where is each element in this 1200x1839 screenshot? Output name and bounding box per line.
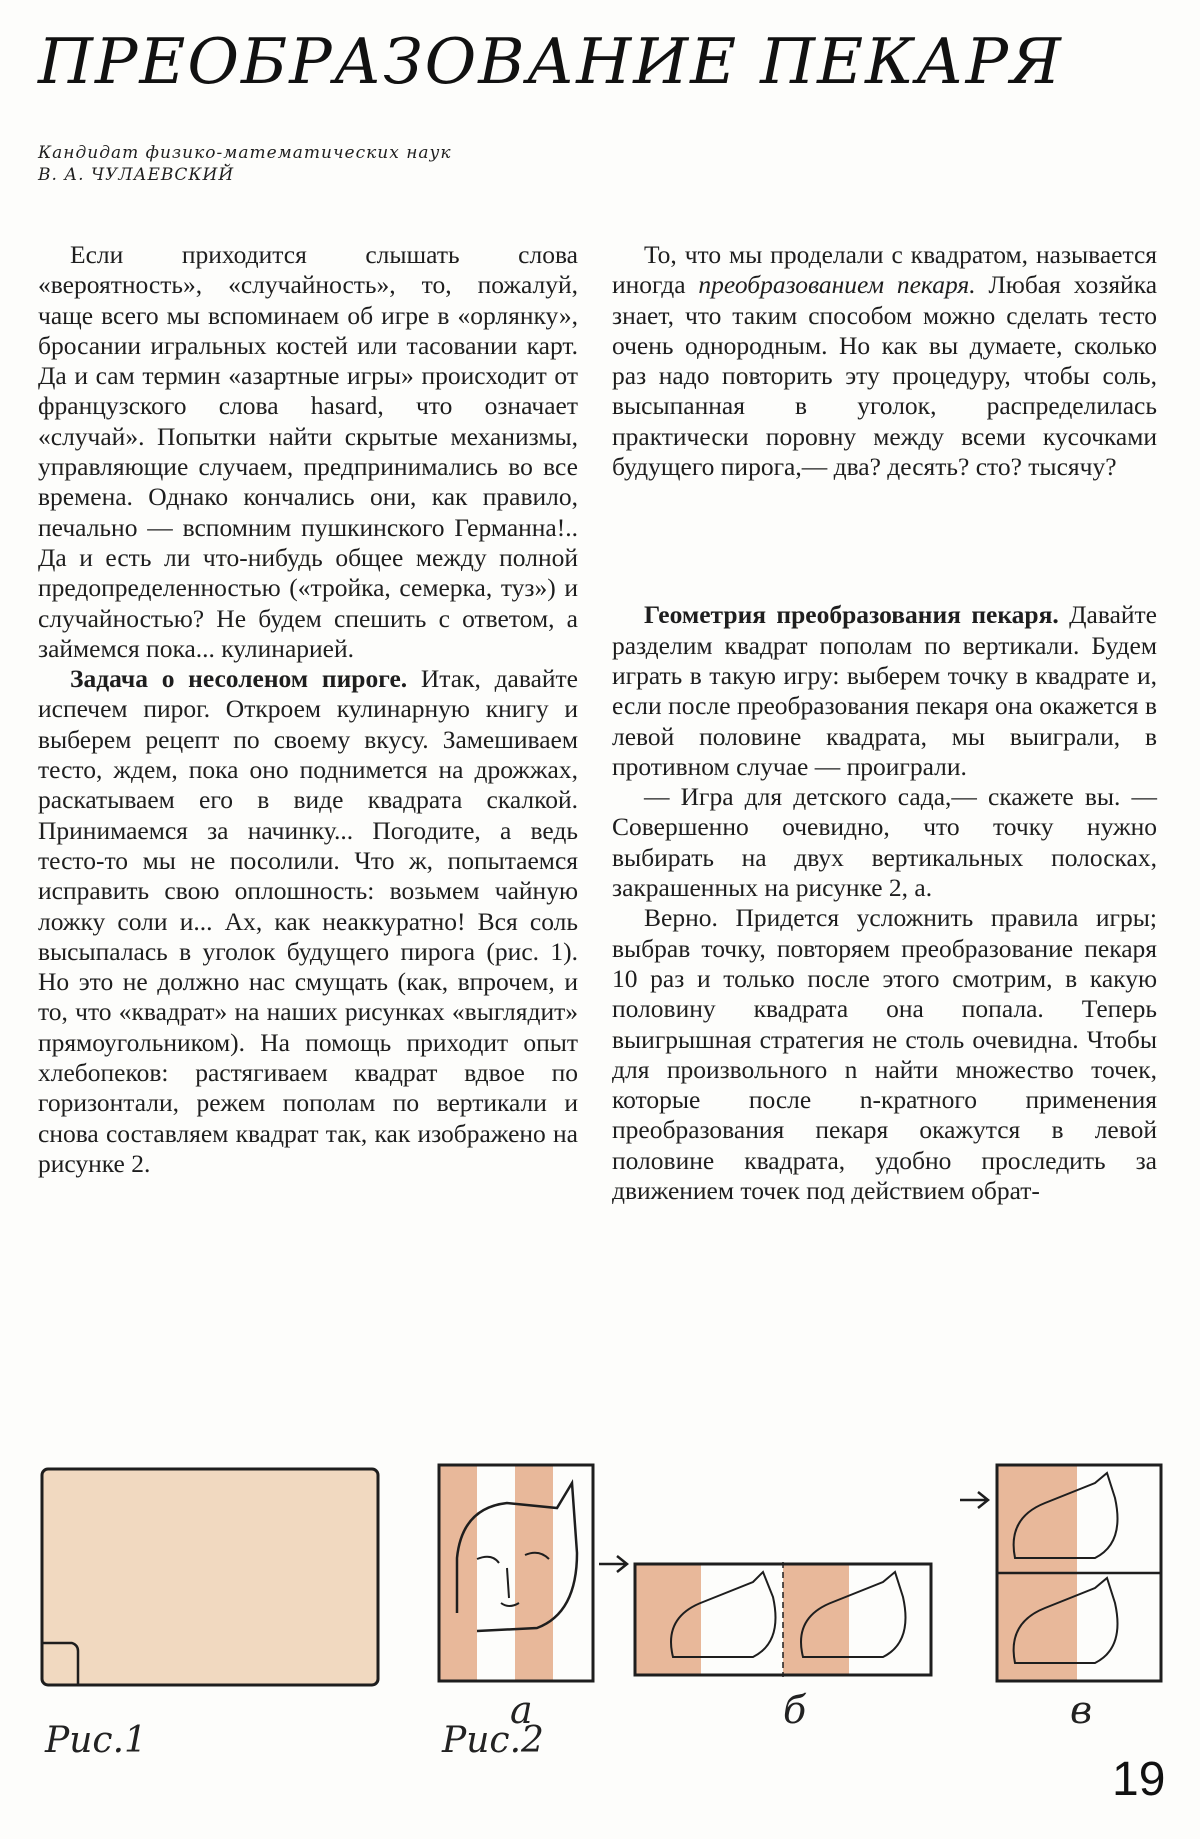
text-fragment: Любая хозяйка знает, что таким способом можно сделать тесто очень однородным. Но как вы думаете, сколько раз надо повторить эту процедуру, чтобы соль, высыпанная в уголок, распределилась практически поровну между всеми кусочками будущего пирога,— два? десять? сто? тысячу? bbox=[612, 270, 1158, 482]
figure-2a-square bbox=[437, 1463, 595, 1683]
author-name: В. А. ЧУЛАЕВСКИЙ bbox=[38, 165, 235, 185]
right-column bbox=[612, 240, 1157, 1206]
arrow-stack-icon bbox=[958, 1488, 992, 1512]
text-fragment: То, что мы проделали с квадратом, называется иногда bbox=[612, 240, 1157, 300]
paragraph-intro: Если приходится слышать слова «вероятность», «случайность», то, пожалуй, чаще всего мы вспоминаем об игре в «орлянку», бросании игральных костей или тасовании карт. Да и сам термин «азартные игры» происходит от французского слова hasard, что означает «случай». Попытки найти скрытые механизмы, управляющие случаем, предпринимались во все времена. Однако кончались они, как правило, печально — вспомним пушкинского Германна!.. Да и есть ли что-нибудь общее между полной предопределенностью («тройка, семерка, туз») и случайностью? Не будем спешить с ответом, а займемся пока... кулинарией. bbox=[38, 240, 578, 663]
term-baker-transformation: преобразованием пекаря. bbox=[698, 270, 976, 300]
figure-1-caption: Рис.1 bbox=[45, 1720, 147, 1761]
left-column bbox=[38, 240, 578, 1179]
section-body-salt: Итак, давайте испечем пирог. Откроем кулинарную книгу и выберем рецепт по своему вкусу. Замешиваем тесто, ждем, пока оно поднимется на дрожжах, раскатываем его в виде квадрата скалкой. Принимаемся за начинку... Погодите, а ведь тесто-то мы не посолили. Что ж, попытаемся исправить свою оплошность: возьмем чайную ложку соли и... Ах, как неаккуратно! Вся соль высыпалась в уголок будущего пирога (рис. 1). Но это не должно нас смущать (как, впрочем, и то, что «квадрат» на наших рисунках «выглядит» прямоугольником). На помощь приходит опыт хлебопеков: растягиваем квадрат вдвое по горизонтали, режем пополам по вертикали и снова составляем квадрат так, как изображено на рисунке 2. bbox=[38, 664, 578, 1178]
arrow-stretch-icon bbox=[597, 1552, 631, 1576]
article-title: ПРЕОБРАЗОВАНИЕ ПЕКАРЯ bbox=[38, 25, 1063, 98]
section-body-geometry: Давайте разделим квадрат пополам по вертикали. Будем играть в такую игру: выберем точку в квадрате и, если после преобразования пекаря она окажется в левой половине квадрата, мы выиграли, в противном случае — проиграли. bbox=[612, 600, 1157, 781]
figure-2a-label: а bbox=[510, 1688, 533, 1732]
author-degree: Кандидат физико-математических наук bbox=[38, 143, 452, 163]
figure-2c-label: в bbox=[1070, 1688, 1093, 1732]
paragraph-rules: Верно. Придется усложнить правила игры; выбрав точку, повторяем преобразование пекаря 10 раз и только после этого смотрим, в какую половину квадрата она попала. Теперь выигрышная стратегия не столь очевидна. Чтобы для произвольного n найти множество точек, которые после n-кратного применения преобразования пекаря окажутся в левой половине квадрата, удобно проследить за движением точек под действием обрат- bbox=[612, 903, 1157, 1206]
figure-2b-label: б bbox=[783, 1688, 807, 1732]
page-number: 19 bbox=[1112, 1753, 1166, 1806]
figure-2-caption: Рис.2 bbox=[442, 1720, 544, 1761]
byline bbox=[38, 142, 452, 186]
section-heading-geometry: Геометрия преобразования пекаря. bbox=[644, 600, 1059, 630]
figure-2b-stretched bbox=[633, 1562, 933, 1677]
column-gap bbox=[612, 482, 1157, 600]
paragraph-geometry bbox=[612, 600, 1157, 782]
paragraph-baker-definition bbox=[612, 240, 1157, 482]
figure-2c-restacked bbox=[995, 1463, 1163, 1683]
paragraph-kindergarten: — Игра для детского сада,— скажете вы. — Совершенно очевидно, что точку нужно выбирать на двух вертикальных полосках, закрашенных на рисунке 2, а. bbox=[612, 782, 1157, 903]
figure-1-dough bbox=[38, 1465, 383, 1690]
section-heading-salt: Задача о несоленом пироге. bbox=[70, 664, 408, 694]
paragraph-salt-problem bbox=[38, 664, 578, 1179]
